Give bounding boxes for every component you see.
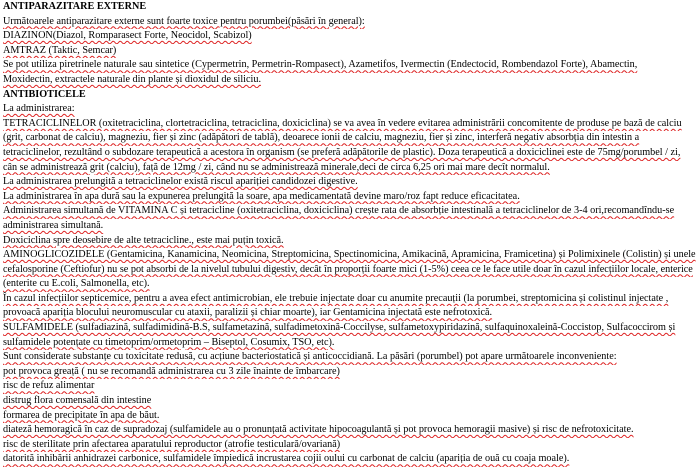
text-line — [3, 175, 700, 190]
text-line — [3, 248, 700, 263]
text-line — [3, 234, 700, 249]
text-line — [3, 423, 700, 438]
text-line — [3, 321, 700, 336]
paragraph-text: SULFAMIDELE (sulfadiazină, sulfadimidină-B.S, sulfametazină, sulfadimetoxină-Coccilyse, sulfametoxypiridazină, sulfaquinoxaleină-Coccistop, Sulfacoccirom și — [3, 322, 676, 334]
paragraph-text: DIAZINON(Diazol, Romparasect Forte, Neocidol, Scabizol) — [3, 30, 252, 42]
text-line — [3, 379, 700, 394]
paragraph-text: pot provoca greață ( nu se recomandă administrarea cu 3 zile înainte de îmbarcare) — [3, 365, 340, 377]
paragraph-text: cân se administrează grit (calciu), față de 12mg / zi, când nu se administrează minerale,deci de circa 6,25 ori mai mare decît normalul. — [3, 161, 550, 173]
section-heading — [3, 88, 700, 103]
paragraph-text: distrug flora comensală din intestine — [3, 395, 152, 407]
text-line — [3, 58, 700, 73]
text-line — [3, 190, 700, 205]
paragraph-text: AMINOGLICOZIDELE (Gentamicina, Kanamicina, Neomicina, Streptomicina, Spectinomicina, Amikacină, Apramicina, Framicetina) și Polimixinele (Colistin) și unele — [3, 249, 696, 261]
text-line — [3, 452, 700, 467]
paragraph-text: Doxiciclina spre deosebire de alte tetracicline., este mai puțin toxică. — [3, 234, 284, 246]
paragraph-text: (grit, carbonat de calciu), magneziu, fier și zinc (adăpători de tablă), deoarece ionii de calciu, magneziu, fier și zinc, interferă negativ absorbția din intestin a — [3, 132, 640, 144]
paragraph-text: În cazul infecțiilor septicemice, pentru a avea efect antimicrobian, ele trebuie injectate doar cu anumite precauții (la porumbei, streptomicina și colistinul injectate , — [3, 292, 669, 304]
paragraph-text: Se pot utiliza piretrinele naturale sau sintetice (Cypermetrin, Permetrin-Rompasect), Azametifos, Ivermectin (Endectocid, Rombendazol Forte), Abamectin, — [3, 59, 638, 71]
text-line — [3, 394, 700, 409]
paragraph-text: formarea de precipitate în apa de băut. — [3, 409, 160, 421]
text-line — [3, 73, 700, 88]
text-line — [3, 204, 700, 219]
paragraph-text: Sunt considerate substanțe cu toxicitate redusă, cu acțiune bacteriostatică și anticoccidiană. La păsări (porumbel) pot apare următoarele inconveniente: — [3, 351, 617, 363]
paragraph-text: provoacă apariția blocului neuromuscular cu ataxii, paralizii și chiar moarte), iar Gentamicina injectată este nefrotoxică. — [3, 307, 493, 319]
text-line — [3, 409, 700, 424]
text-line — [3, 29, 700, 44]
paragraph-text: risc de refuz alimentar — [3, 380, 95, 392]
text-line — [3, 306, 700, 321]
paragraph-text: diateză hemoragică în caz de supradozaj (sulfamidele au o pronunțată activitate hipocoagulantă și pot provoca hemoragii masive) și risc de nefrotoxicitate. — [3, 424, 634, 436]
paragraph-text: La administrarea: — [3, 103, 75, 115]
text-line — [3, 263, 700, 278]
text-line — [3, 131, 700, 146]
paragraph-text: risc de sterilitate prin afectarea aparatului reproductor (atrofie testiculară/ovariană) — [3, 438, 341, 450]
paragraph-text: La administrarea în apa dură sau la expunerea prelungită la soare, apa medicamentată devine maro/roz fapt reduce eficacitatea. — [3, 190, 520, 202]
paragraph-text: Moxidectin, extractele naturale din plante și dioxidul de siliciu. — [3, 73, 262, 85]
text-line — [3, 44, 700, 59]
text-line — [3, 350, 700, 365]
text-line — [3, 438, 700, 453]
text-line — [3, 15, 700, 30]
paragraph-text: AMTRAZ (Taktic, Semcar) — [3, 44, 117, 56]
section-heading — [3, 0, 700, 15]
text-line — [3, 146, 700, 161]
heading-text: ANTIBIOTICELE — [3, 88, 86, 100]
paragraph-text: sulfamidele potențate cu timetoprim/ormetoprim – Biseptol, Cosumix, TSO, etc). — [3, 336, 335, 348]
text-line — [3, 161, 700, 176]
paragraph-text: Următoarele antiparazitare externe sunt foarte toxice pentru porumbei(păsări în general): — [3, 15, 365, 27]
text-line — [3, 336, 700, 351]
text-line — [3, 365, 700, 380]
text-line — [3, 277, 700, 292]
text-line — [3, 219, 700, 234]
paragraph-text: datorită inhibării anhidrazei carbonice, sulfamidele împiedică incrustarea cojii oului cu carbonat de calciu (apariția de ouă cu coaja moale). — [3, 453, 570, 465]
text-line — [3, 292, 700, 307]
heading-text: ANTIPARAZITARE EXTERNE — [3, 1, 147, 12]
paragraph-text: La administrarea prelungită a tetraciclinelor există riscul apariției candidozei digestive. — [3, 176, 358, 188]
paragraph-text: Administrarea simultană de VITAMINA C și tetraciclinе (oxitetraciclina, doxiciclina) crește rata de absorbție intestinală a tetraciclinelor de 3-4 ori,recomandîndu-se — [3, 205, 675, 217]
paragraph-text: tetraciclinelor, rezultând o subdozare terapeutică a acestora în organism (se preferă adăpătorile de plastic). Doza terapeutică a doxiciclinei este de 75mg/porumbel / zi, — [3, 146, 681, 158]
text-line — [3, 117, 700, 132]
paragraph-text: (enterite cu E.coli, Salmonella, etc). — [3, 278, 150, 290]
paragraph-text: cefalosporine (Ceftiofur) nu se pot absorbi de la nivelul tubului digestiv, decât în proporții foarte mici (1-5%) ceea ce le face utile doar în cazul infecțiilor locale, enterice — [3, 263, 693, 275]
text-line — [3, 102, 700, 117]
paragraph-text: administrarea simultană. — [3, 219, 104, 231]
paragraph-text: TETRACICLINELOR (oxitetraciclina, clortetraciclina, tetraciclina, doxiciclina) se va avea în vedere evitarea administrării concomitente de produse pe bază de calciu — [3, 117, 682, 129]
